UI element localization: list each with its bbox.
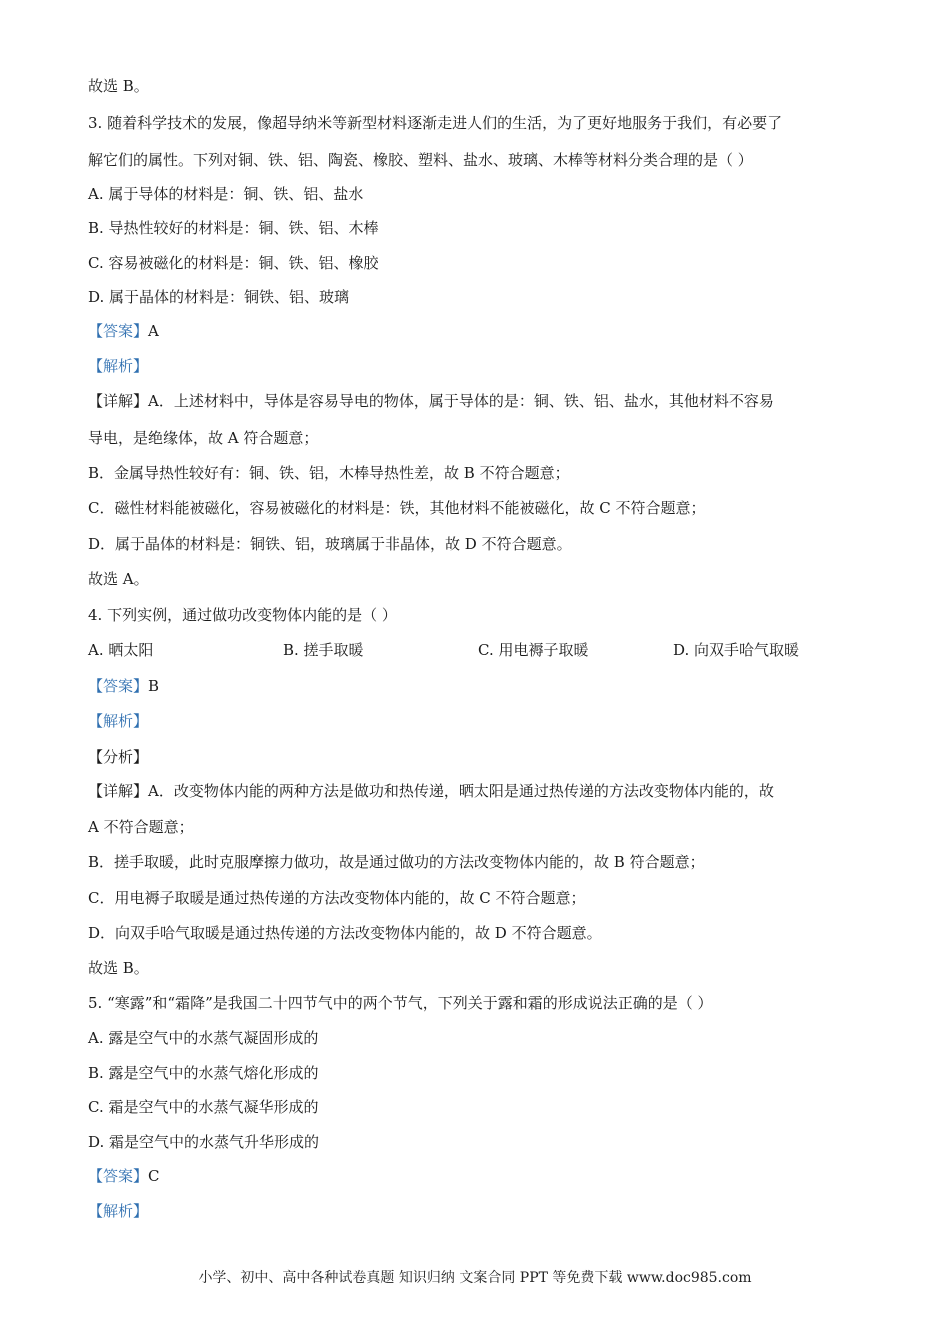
- detail-tag: 【详解】: [88, 392, 149, 410]
- question-3-stem: 3. 随着科学技术的发展，像超导纳米等新型材料逐渐走进人们的生活，为了更好地服务于我们，有必要了: [88, 114, 783, 132]
- option-d: D. 属于晶体的材料是：铜铁、铝、玻璃: [88, 288, 350, 306]
- option-b: B. 搓手取暖: [283, 641, 364, 659]
- detail-d: D．向双手哈气取暖是通过热传递的方法改变物体内能的，故 D 不符合题意。: [88, 924, 602, 942]
- detail-cont: 导电，是绝缘体，故 A 符合题意；: [88, 429, 319, 447]
- answer-line: [88, 1166, 160, 1186]
- text-line: 故选 B。: [88, 77, 149, 95]
- conclusion: 故选 A。: [88, 570, 149, 588]
- analysis-tag: 【解析】: [88, 357, 149, 375]
- answer-value: A: [148, 322, 159, 340]
- detail-b: B．金属导热性较好有：铜、铁、铝，木棒导热性差，故 B 不符合题意；: [88, 464, 570, 482]
- answer-line: [88, 321, 159, 341]
- answer-line: [88, 676, 159, 696]
- detail-text: A．上述材料中，导体是容易导电的物体，属于导体的是：铜、铁、铝、盐水，其他材料不容易: [148, 392, 774, 410]
- detail-d: D．属于晶体的材料是：铜铁、铝，玻璃属于非晶体，故 D 不符合题意。: [88, 535, 572, 553]
- question-4-options: [88, 640, 868, 660]
- option-b: B. 露是空气中的水蒸气熔化形成的: [88, 1064, 319, 1082]
- answer-tag: 【答案】: [88, 322, 149, 340]
- analysis-tag: 【解析】: [88, 1202, 149, 1220]
- option-c: C. 容易被磁化的材料是：铜、铁、铝、橡胶: [88, 254, 379, 272]
- option-c: C. 霜是空气中的水蒸气凝华形成的: [88, 1098, 319, 1116]
- conclusion: 故选 B。: [88, 959, 149, 977]
- question-5-stem: 5. “寒露”和“霜降”是我国二十四节气中的两个节气，下列关于露和霜的形成说法正确的是（ ）: [88, 994, 713, 1012]
- option-b: B. 导热性较好的材料是：铜、铁、铝、木棒: [88, 219, 379, 237]
- question-3-stem-cont: 解它们的属性。下列对铜、铁、铝、陶瓷、橡胶、塑料、盐水、玻璃、木棒等材料分类合理的是（ ）: [88, 151, 753, 169]
- page-footer: 小学、初中、高中各种试卷真题 知识归纳 文案合同 PPT 等免费下载 www.doc985.com: [198, 1270, 752, 1286]
- answer-value: C: [148, 1167, 160, 1185]
- detail-c: C．用电褥子取暖是通过热传递的方法改变物体内能的，故 C 不符合题意；: [88, 889, 586, 907]
- answer-tag: 【答案】: [88, 1167, 149, 1185]
- detail-b: B．搓手取暖，此时克服摩擦力做功，故是通过做功的方法改变物体内能的，故 B 符合题意；: [88, 853, 705, 871]
- answer-value: B: [148, 677, 160, 695]
- option-c: C. 用电褥子取暖: [478, 641, 589, 659]
- detail-text: A．改变物体内能的两种方法是做功和热传递，晒太阳是通过热传递的方法改变物体内能的，故: [148, 782, 774, 800]
- analysis-tag: 【解析】: [88, 712, 149, 730]
- detail-c: C．磁性材料能被磁化，容易被磁化的材料是：铁，其他材料不能被磁化，故 C 不符合题意；: [88, 499, 706, 517]
- option-d: D. 向双手哈气取暖: [673, 641, 800, 659]
- detail-tag: 【详解】: [88, 782, 149, 800]
- option-d: D. 霜是空气中的水蒸气升华形成的: [88, 1133, 320, 1151]
- reasoning-tag: 【分析】: [88, 748, 149, 766]
- detail-cont: A 不符合题意；: [88, 818, 194, 836]
- answer-tag: 【答案】: [88, 677, 149, 695]
- option-a: A. 属于导体的材料是：铜、铁、铝、盐水: [88, 185, 364, 203]
- detail-line: [88, 781, 774, 801]
- option-a: A. 晒太阳: [88, 641, 154, 659]
- detail-line: [88, 391, 774, 411]
- option-a: A. 露是空气中的水蒸气凝固形成的: [88, 1029, 319, 1047]
- question-4-stem: 4. 下列实例，通过做功改变物体内能的是（ ）: [88, 606, 397, 624]
